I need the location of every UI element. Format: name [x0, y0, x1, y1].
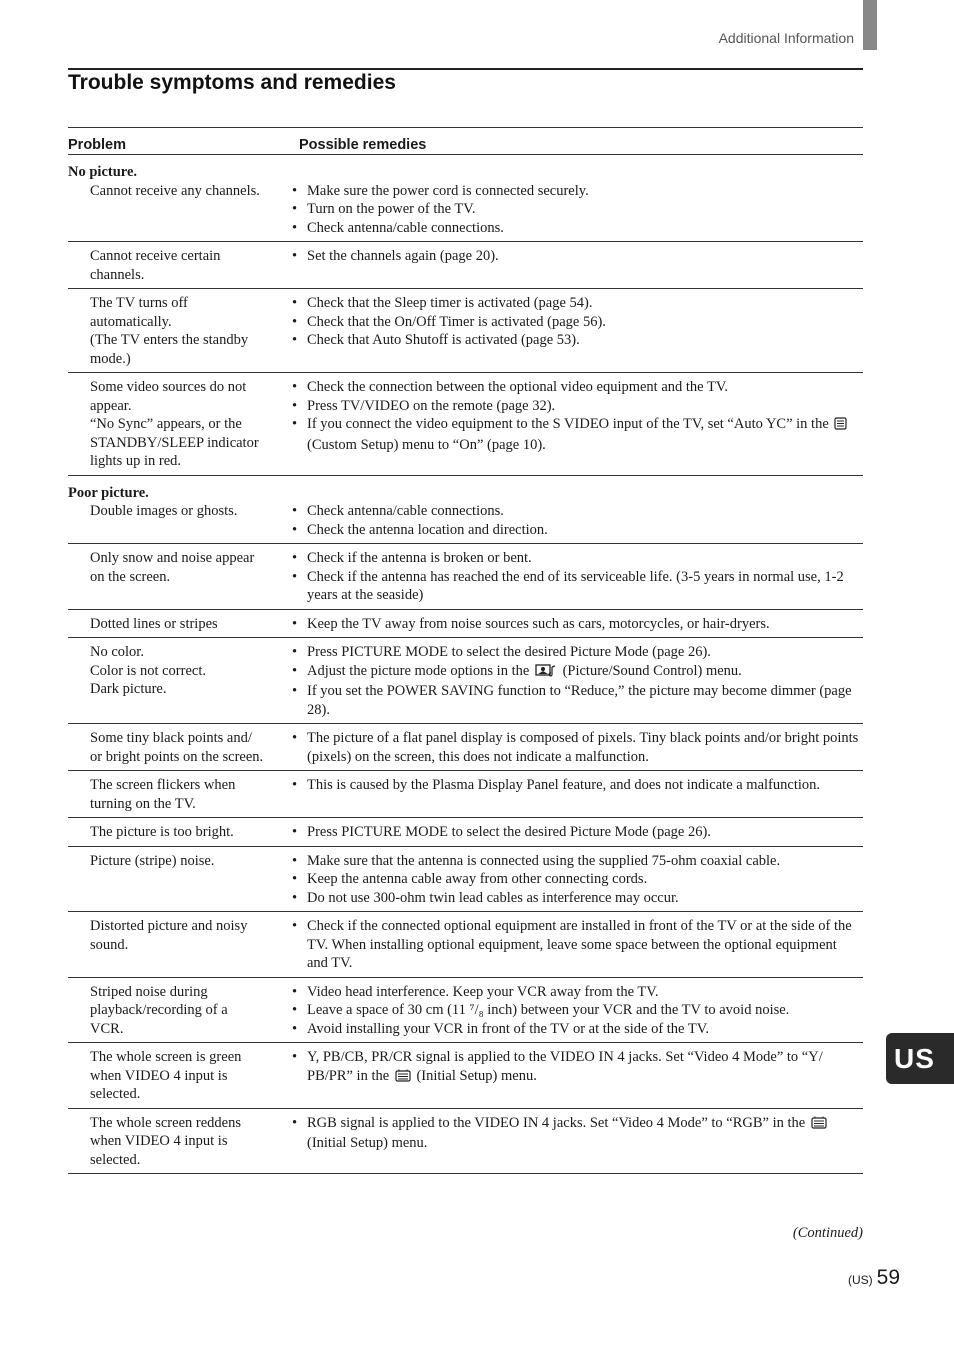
table-row [68, 818, 863, 847]
problem-cell [68, 776, 286, 813]
table-row [68, 544, 863, 610]
remedy-item: • Check the connection between the optional video equipment and the TV. [290, 378, 861, 397]
problem-text: or bright points on the screen. [90, 748, 264, 765]
remedy-item: • Avoid installing your VCR in front of the TV or at the side of the TV. [290, 1020, 861, 1039]
problem-text: Cannot receive certain [90, 248, 221, 264]
remedy-item: • Check if the antenna is broken or bent. [290, 549, 861, 568]
problem-text: STANDBY/SLEEP indicator [90, 434, 259, 451]
remedy-item: • Check that the On/Off Timer is activated (page 56). [290, 313, 861, 332]
problem-text: automatically. [90, 313, 172, 330]
remedies-cell [286, 502, 863, 539]
problem-text: channels. [90, 266, 145, 283]
problem-text: Dotted lines or stripes [90, 615, 218, 632]
remedies-cell [286, 549, 863, 605]
section-tab-marker [863, 0, 877, 50]
remedy-list [290, 182, 861, 238]
remedies-cell [286, 182, 863, 238]
remedy-list [290, 776, 861, 795]
problem-text: mode.) [90, 350, 131, 367]
problem-text: No color. [90, 644, 144, 660]
problem-cell [68, 823, 286, 842]
table-row [68, 289, 863, 373]
problem-text: Some video sources do not [90, 379, 247, 395]
table-row [68, 1109, 863, 1175]
problem-text: The screen flickers when [90, 777, 236, 793]
remedy-item: • Keep the TV away from noise sources such as cars, motorcycles, or hair-dryers. [290, 615, 861, 634]
remedies-cell [286, 852, 863, 908]
remedies-cell [286, 729, 863, 766]
remedy-item: • Leave a space of 30 cm (11 ⁷/₈ inch) between your VCR and the TV to avoid noise. [290, 1001, 861, 1020]
remedy-list [290, 1048, 861, 1087]
trouble-table [68, 127, 863, 1174]
remedy-item [290, 415, 861, 454]
table-row [68, 1043, 863, 1109]
remedies-cell [286, 983, 863, 1039]
remedy-list [290, 852, 861, 908]
remedy-item: • Check antenna/cable connections. [290, 502, 861, 521]
remedy-item: • Check if the connected optional equipment are installed in front of the TV or at the side of the TV. When installing optional equipment, leave some space between the optional equipment and TV. [290, 917, 861, 973]
problem-text: Some tiny black points and/ [90, 730, 252, 746]
remedies-cell [286, 643, 863, 719]
problem-text: turning on the TV. [90, 795, 196, 812]
remedy-text: Adjust the picture mode options in the [307, 662, 530, 679]
remedy-list [290, 823, 861, 842]
table-row [68, 771, 863, 818]
remedy-item: • Press PICTURE MODE to select the desired Picture Mode (page 26). [290, 643, 861, 662]
problem-text: The TV turns off [90, 295, 188, 311]
remedy-item: • Set the channels again (page 20). [290, 247, 861, 266]
remedy-text: (Initial Setup) menu. [416, 1067, 537, 1084]
remedy-item: • Make sure that the antenna is connected using the supplied 75-ohm coaxial cable. [290, 852, 861, 871]
remedy-item: • Check the antenna location and direction. [290, 521, 861, 540]
problem-text: Dark picture. [90, 681, 167, 697]
remedy-item [290, 1114, 861, 1153]
problem-text: when VIDEO 4 input is [90, 1133, 228, 1149]
remedy-item: • Keep the antenna cable away from other connecting cords. [290, 870, 861, 889]
remedies-cell [286, 1114, 863, 1170]
problem-text: sound. [90, 936, 129, 953]
remedy-item: • Check that Auto Shutoff is activated (page 53). [290, 331, 861, 350]
remedy-text: (Custom Setup) menu to “On” (page 10). [307, 436, 546, 453]
problem-cell [68, 1048, 286, 1104]
page-number [848, 1266, 900, 1290]
page-title: Trouble symptoms and remedies [68, 71, 396, 94]
remedies-cell [286, 776, 863, 813]
problem-text: The picture is too bright. [90, 824, 234, 840]
initial-setup-icon [395, 1069, 411, 1088]
remedy-text: If you connect the video equipment to the S VIDEO input of the TV, set “Auto YC” in the [307, 416, 829, 432]
problem-cell [68, 983, 286, 1039]
table-row [68, 373, 863, 476]
problem-cell [68, 378, 286, 471]
group-label: No picture. [68, 164, 138, 180]
problem-cell [68, 615, 286, 634]
remedy-item: • Check if the antenna has reached the end of its serviceable life. (3-5 years in normal use, 1-2 years at the seaside) [290, 568, 861, 605]
remedies-cell [286, 1048, 863, 1104]
table-body [68, 155, 863, 1174]
remedy-item: • Make sure the power cord is connected securely. [290, 182, 861, 201]
problem-text: Double images or ghosts. [90, 503, 238, 519]
problem-cell [68, 729, 286, 766]
remedy-item: • Turn on the power of the TV. [290, 200, 861, 219]
problem-text: Picture (stripe) noise. [90, 852, 215, 869]
remedy-item: • Press PICTURE MODE to select the desired Picture Mode (page 26). [290, 823, 861, 842]
page-number-value: 59 [876, 1266, 900, 1289]
picture-sound-icon [535, 664, 557, 683]
remedy-text: RGB signal is applied to the VIDEO IN 4 jacks. Set “Video 4 Mode” to “RGB” in the [307, 1114, 806, 1131]
remedy-text: Y, PB/CB, PR/CR signal is applied to the VIDEO IN 4 jacks. Set “Video 4 Mode” to “Y/ PB/PR” in the [307, 1049, 823, 1084]
problem-text: VCR. [90, 1020, 124, 1037]
column-header-problem: Problem [68, 137, 127, 153]
table-row [68, 502, 863, 544]
remedy-text: (Picture/Sound Control) menu. [562, 662, 742, 679]
table-row [68, 724, 863, 771]
remedy-text: (Initial Setup) menu. [307, 1135, 428, 1151]
remedy-list [290, 643, 861, 719]
remedy-item: • Video head interference. Keep your VCR away from the TV. [290, 983, 861, 1002]
problem-text: Distorted picture and noisy [90, 918, 248, 934]
group-label: Poor picture. [68, 484, 149, 501]
remedy-list [290, 917, 861, 973]
problem-text: playback/recording of a [90, 1002, 228, 1018]
remedy-list [290, 729, 861, 766]
table-row [68, 242, 863, 289]
remedies-cell [286, 247, 863, 284]
table-row [68, 182, 863, 243]
problem-text: lights up in red. [90, 453, 182, 469]
problem-text: on the screen. [90, 568, 171, 585]
problem-cell [68, 294, 286, 368]
remedies-cell [286, 378, 863, 471]
remedy-list [290, 502, 861, 539]
problem-text: Only snow and noise appear [90, 550, 255, 566]
continued-note: (Continued) [792, 1225, 863, 1241]
problem-text: Color is not correct. [90, 662, 206, 679]
problem-text: Cannot receive any channels. [90, 182, 260, 199]
problem-text: Striped noise during [90, 983, 208, 1000]
table-header [68, 128, 863, 155]
remedy-item: • Do not use 300-ohm twin lead cables as interference may occur. [290, 889, 861, 908]
remedy-list [290, 983, 861, 1039]
remedies-cell [286, 917, 863, 973]
problem-cell [68, 247, 286, 284]
problem-text: The whole screen reddens [90, 1114, 241, 1131]
page-prefix: (US) [847, 1273, 873, 1287]
remedy-list [290, 247, 861, 266]
remedy-item: • Check that the Sleep timer is activated (page 54). [290, 294, 861, 313]
remedy-item: • The picture of a flat panel display is composed of pixels. Tiny black points and/or bright points (pixels) on the screen, this does not indicate a malfunction. [290, 729, 861, 766]
problem-text: appear. [90, 397, 132, 414]
remedy-list [290, 1114, 861, 1153]
remedy-item: • This is caused by the Plasma Display Panel feature, and does not indicate a malfunction. [290, 776, 861, 795]
problem-cell [68, 549, 286, 605]
problem-cell [68, 1114, 286, 1170]
remedy-item: • Check antenna/cable connections. [290, 219, 861, 238]
remedy-item [290, 662, 861, 683]
remedy-list [290, 294, 861, 350]
table-row [68, 978, 863, 1044]
problem-text: when VIDEO 4 input is [90, 1067, 228, 1084]
problem-text: selected. [90, 1151, 141, 1168]
table-row [68, 847, 863, 913]
remedy-item: • If you set the POWER SAVING function to “Reduce,” the picture may become dimmer (page 28). [290, 682, 861, 719]
remedy-list [290, 615, 861, 634]
problem-cell [68, 917, 286, 973]
region-tab: US [886, 1033, 954, 1084]
problem-cell [68, 182, 286, 238]
table-row [68, 912, 863, 978]
problem-cell [68, 852, 286, 908]
problem-text: “No Sync” appears, or the [90, 416, 242, 432]
problem-cell [68, 502, 286, 539]
remedies-cell [286, 294, 863, 368]
problem-cell [68, 643, 286, 719]
problem-text: (The TV enters the standby [90, 332, 249, 348]
section-label: Additional Information [718, 30, 854, 46]
problem-text: The whole screen is green [90, 1049, 242, 1065]
remedies-cell [286, 615, 863, 634]
table-row [68, 610, 863, 639]
remedy-list [290, 378, 861, 454]
custom-setup-icon [834, 417, 847, 436]
problem-text: selected. [90, 1086, 141, 1102]
table-row [68, 638, 863, 724]
remedy-item: • Press TV/VIDEO on the remote (page 32). [290, 397, 861, 416]
initial-setup-icon [811, 1116, 827, 1135]
column-header-remedies: Possible remedies [299, 137, 427, 153]
remedy-list [290, 549, 861, 605]
remedy-item [290, 1048, 861, 1087]
remedies-cell [286, 823, 863, 842]
